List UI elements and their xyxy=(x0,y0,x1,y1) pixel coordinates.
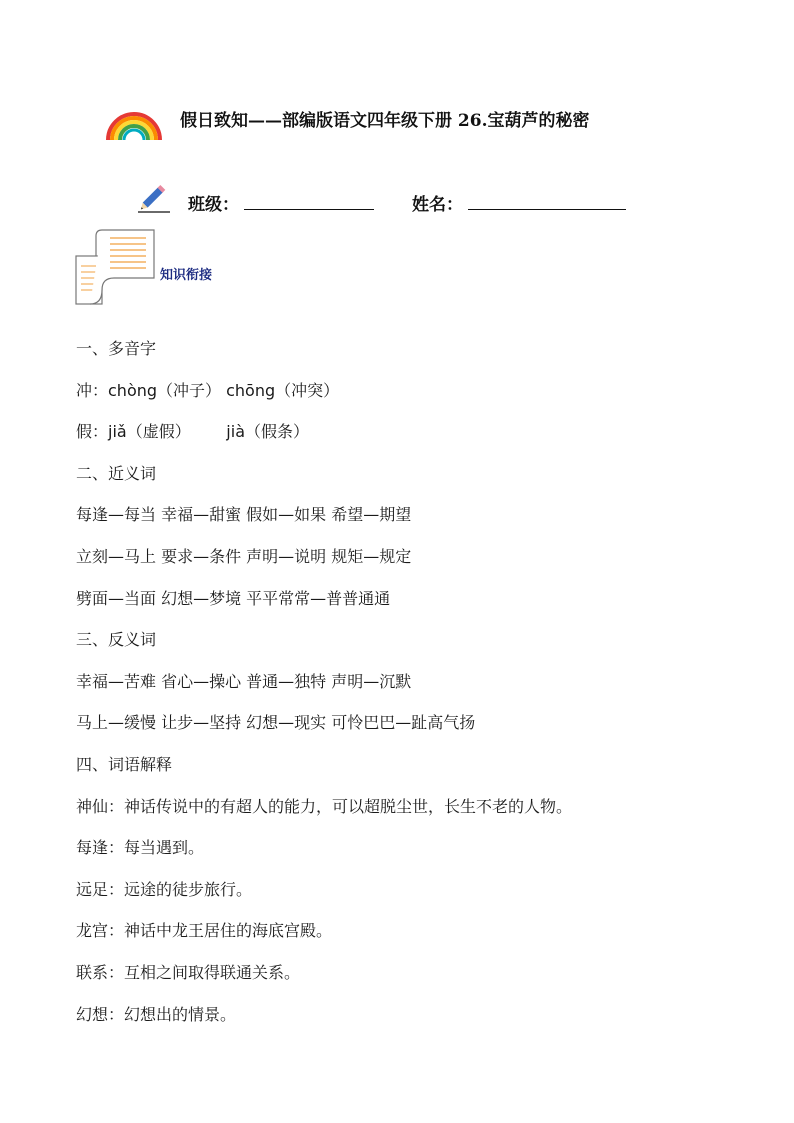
document-scroll-icon xyxy=(74,226,164,310)
section-badge-label: 知识衔接 xyxy=(160,268,213,283)
title-row xyxy=(104,104,704,144)
name-blank[interactable] xyxy=(468,209,626,210)
section-heading-antonyms: 三、反义词 xyxy=(76,630,157,650)
student-info-row xyxy=(136,178,656,218)
content-line: 联系：互相之间取得联通关系。 xyxy=(76,962,301,982)
pencil-icon xyxy=(136,180,172,214)
page-title: 假日致知——部编版语文四年级下册 26.宝葫芦的秘密 xyxy=(180,111,590,131)
section-heading-polyphonic: 一、多音字 xyxy=(76,339,157,358)
content-line: 龙宫：神话中龙王居住的海底宫殿。 xyxy=(76,921,333,941)
class-label: 班级： xyxy=(188,195,239,215)
content-line: 每逢—每当 幸福—甜蜜 假如—如果 希望—期望 xyxy=(76,505,412,525)
content-line: 立刻—马上 要求—条件 声明—说明 规矩—规定 xyxy=(76,546,412,566)
rainbow-icon xyxy=(104,104,164,142)
section-heading-definitions: 四、词语解释 xyxy=(76,754,173,774)
content-line: 每逢：每当遇到。 xyxy=(76,838,205,858)
content-line: 马上—缓慢 让步—坚持 幻想—现实 可怜巴巴—趾高气扬 xyxy=(76,713,476,733)
content-line: 冲：chòng（冲子） chōng（冲突） xyxy=(76,380,340,400)
content-line: 幸福—苦难 省心—操心 普通—独特 声明—沉默 xyxy=(76,671,412,691)
content-body xyxy=(76,328,736,1035)
content-line: 幻想：幻想出的情景。 xyxy=(76,1004,237,1024)
section-heading-synonyms: 二、近义词 xyxy=(76,463,157,483)
name-label: 姓名： xyxy=(412,195,463,215)
content-line: 远足：远途的徒步旅行。 xyxy=(76,879,253,899)
section-badge xyxy=(74,226,234,310)
class-blank[interactable] xyxy=(244,209,374,210)
content-line: 神仙：神话传说中的有超人的能力，可以超脱尘世，长生不老的人物。 xyxy=(76,796,573,816)
content-line: 劈面—当面 幻想—梦境 平平常常—普普通通 xyxy=(76,588,391,608)
content-line: 假：jiǎ（虚假） jià（假条） xyxy=(76,422,309,442)
